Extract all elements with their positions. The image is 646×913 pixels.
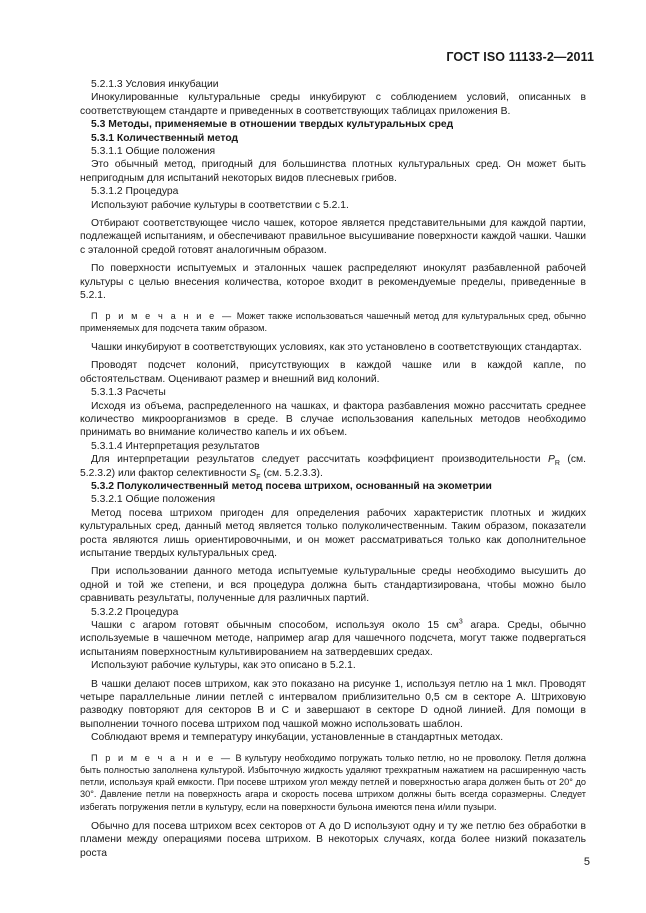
section-heading: 5.2.1.3 Условия инкубации bbox=[91, 79, 219, 90]
interp-text-a: Для интерпретации результатов следует рассчитать коэффициент производительности bbox=[91, 454, 548, 466]
document-body bbox=[80, 78, 586, 860]
section-heading: 5.3.1.3 Расчеты bbox=[91, 387, 166, 399]
document-header: ГОСТ ISO 11133-2—2011 bbox=[446, 50, 594, 64]
interp-text-b: (см. 5.2.3.2) или фактор селективности bbox=[80, 454, 586, 479]
pr-subscript: R bbox=[554, 460, 560, 468]
section-heading: 5.3 Методы, применяемые в отношении твердых культуральных сред bbox=[91, 119, 454, 131]
paragraph: Проводят подсчет колоний, присутствующих в каждой чашке или в каждой капле, по обстоятельствам. Оценивают размер и внешний вид колоний. bbox=[80, 360, 586, 385]
pr-symbol: P bbox=[547, 454, 555, 466]
sf-symbol: S bbox=[249, 467, 257, 479]
section-heading: 5.3.2 Полуколичественный метод посева штрихом, основанный на экометрии bbox=[91, 480, 492, 492]
section-heading: 5.3.2.1 Общие положения bbox=[91, 494, 216, 506]
agar-text-b: агара. Среды, обычно используемые в чашечном методе, например агар для чашечного подсчета, могут также подвергаться испытаниям поверхностным культивированием на затвердевших средах. bbox=[80, 620, 587, 658]
note bbox=[80, 310, 586, 334]
paragraph: Используют рабочие культуры, как это описано в 5.2.1. bbox=[91, 660, 356, 672]
paragraph: Это обычный метод, пригодный для большинства плотных культуральных сред. Он может быть непригодным для испытаний некоторых видов плесневых грибов. bbox=[80, 159, 586, 184]
agar-superscript: 3 bbox=[458, 618, 463, 626]
interp-text-c: (см. 5.2.3.3). bbox=[260, 467, 323, 479]
note bbox=[80, 752, 586, 813]
note-text: Может также использоваться чашечный метод для культуральных сред, обычно применяемых для подсчета таким образом. bbox=[80, 310, 586, 333]
paragraph: Используют рабочие культуры в соответствии с 5.2.1. bbox=[91, 199, 349, 211]
agar-text-a: Чашки с агаром готовят обычным способом, используя около 15 см bbox=[91, 620, 459, 632]
paragraph: Соблюдают время и температуру инкубации, установленные в стандартных методах. bbox=[91, 732, 504, 744]
section-heading: 5.3.1 Количественный метод bbox=[91, 132, 239, 144]
sf-subscript: F bbox=[256, 473, 261, 481]
paragraph bbox=[80, 453, 586, 480]
section-heading: 5.3.1.1 Общие положения bbox=[91, 146, 216, 158]
paragraph: Инокулированные культуральные среды инкубируют с соблюдением условий, описанных в соответствующем стандарте и приведенных в соответствующих таблицах приложения В. bbox=[80, 92, 586, 117]
section-heading: 5.3.2.2 Процедура bbox=[91, 606, 179, 618]
paragraph: Отбирают соответствующее число чашек, которое является представительными для каждой партии, подлежащей испытаниям, и обеспечивают правильное высушивание поверхности каждой чашки. Чашки с эталонной средой готовят аналогичным образом. bbox=[80, 218, 586, 256]
paragraph: В чашки делают посев штрихом, как это показано на рисунке 1, используя петлю на 1 мкл. Проводят четыре параллельные линии петлей с интервалом приблизительно 0,5 см в секторе А. Штриховую разводку повторяют для секторов В и С и завершают в секторе D одной линией. Для помощи в выполнении точного посева штрихом под чашкой можно использовать шаблон. bbox=[80, 678, 586, 730]
note-label: П р и м е ч а н и е — bbox=[91, 752, 233, 763]
section-heading: 5.3.1.2 Процедура bbox=[91, 186, 179, 198]
paragraph: Чашки инкубируют в соответствующих условиях, как это установлено в соответствующих стандартах. bbox=[91, 341, 582, 353]
paragraph: По поверхности испытуемых и эталонных чашек распределяют инокулят разбавленной рабочей культуры с целью внесения количества, которое входит в рекомендуемые пределы, приведенные в 5.2.1. bbox=[80, 263, 586, 302]
paragraph bbox=[80, 619, 586, 659]
paragraph: При использовании данного метода испытуемые культуральные среды необходимо высушить до одной и той же степени, и вся процедура должна быть стандартизирована, чтобы можно было сравнивать результаты, полученные для различных партий. bbox=[80, 566, 586, 605]
paragraph: Исходя из объема, распределенного на чашках, и фактора разбавления можно рассчитать среднее количество микроорганизмов в среде. В случае использования капельных методов необходимо принимать во внимание количество капель и их объем. bbox=[80, 400, 586, 439]
page-number: 5 bbox=[583, 856, 590, 868]
note-label: П р и м е ч а н и е — bbox=[91, 310, 234, 321]
section-heading: 5.3.1.4 Интерпретация результатов bbox=[91, 440, 260, 452]
paragraph: Метод посева штрихом пригоден для определения рабочих характеристик плотных и жидких культуральных сред, данный метод является только полуколичественным. Таким образом, показатели роста являются лишь ориентировочными, и он может рассматриваться только как дополнительное испытание твердых культуральных сред. bbox=[80, 507, 586, 559]
note-text: В культуру необходимо погружать только петлю, но не проволоку. Петля должна быть полностью заполнена культурой. Избыточную жидкость удаляют трехкратным нажатием на расширенную часть петли, используя край емкости. При посеве штрихом угол между петлей и поверхностью агара должен быть от 20° до 30°. Давление петли на поверхность агара и скорость посева штрихом должны быть всегда соразмерны. Следует избегать погружения петли в культуру, если на поверхности бульона имеются пена и/или пузыри. bbox=[80, 752, 586, 812]
paragraph: Обычно для посева штрихом всех секторов от А до D используют одну и ту же петлю без обработки в пламени между операциями посева штрихом. В некоторых случаях, когда более низкий показатель роста bbox=[80, 820, 586, 859]
